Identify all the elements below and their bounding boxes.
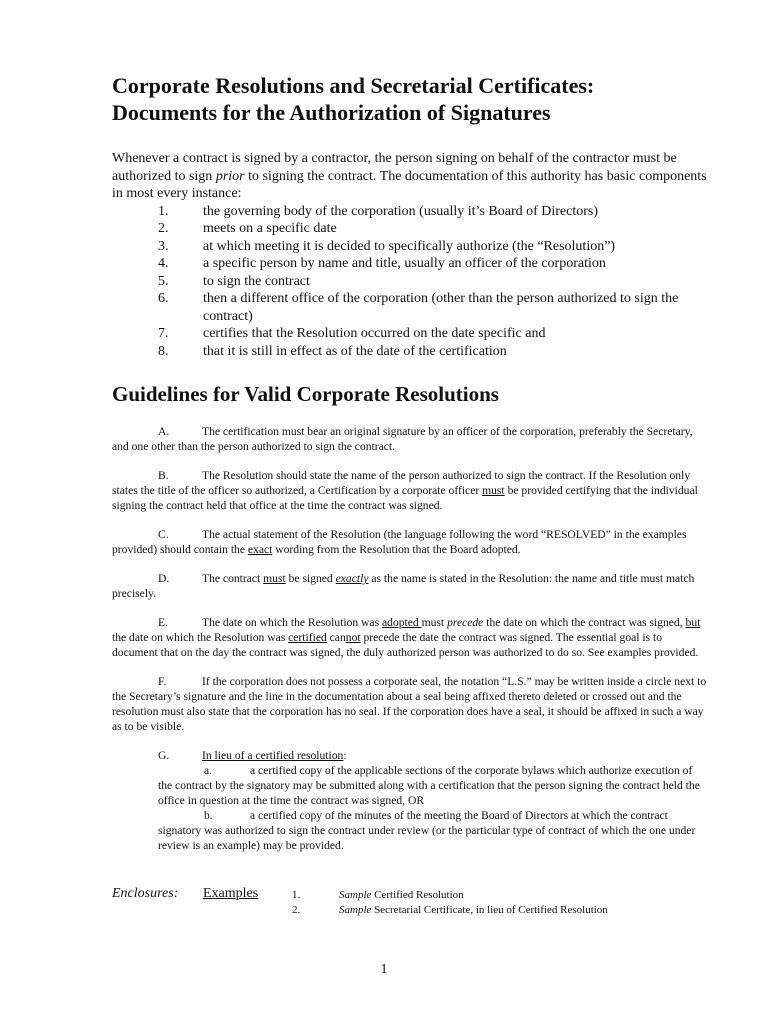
page-title bbox=[112, 72, 712, 126]
guideline-a bbox=[112, 424, 708, 454]
option-text: a certified copy of the applicable sections of the corporate bylaws which authorize execution of the contract by the signatory may be submitted along with a certification that the person signing the contract held the office in question at the time the contract was signed, OR bbox=[158, 764, 700, 807]
list-item bbox=[112, 325, 712, 343]
emphasis-must: must bbox=[482, 484, 505, 497]
list-item-number: 6. bbox=[158, 291, 169, 306]
intro-text-b: to signing the contract. The documentation of this authority has basic components in most every instance: bbox=[112, 168, 707, 201]
enclosure-list bbox=[292, 888, 608, 918]
emphasis-exact: exact bbox=[247, 543, 273, 556]
guideline-letter: F. bbox=[158, 675, 167, 688]
enclosure-item bbox=[292, 903, 608, 918]
emphasis-not: not bbox=[345, 631, 361, 644]
guideline-f bbox=[112, 674, 708, 734]
guidelines-heading: Guidelines for Valid Corporate Resolutions bbox=[112, 382, 499, 406]
guideline-text: The date on which the Resolution was bbox=[202, 616, 382, 629]
list-item-number: 3. bbox=[158, 238, 169, 254]
list-item-number: 2. bbox=[158, 221, 169, 236]
enclosures-label: Enclosures: bbox=[112, 886, 179, 901]
requirements-list bbox=[112, 203, 712, 361]
guideline-letter: D. bbox=[158, 572, 170, 585]
enclosure-number: 2. bbox=[292, 904, 301, 916]
intro-section bbox=[112, 150, 712, 360]
enclosure-number: 1. bbox=[292, 889, 301, 901]
guideline-text: The actual statement of the Resolution (the language following the word “RESOLVED” in the examples provided) should contain the bbox=[112, 528, 687, 556]
guideline-text: must bbox=[421, 616, 448, 629]
emphasis-adopted: adopted bbox=[382, 616, 422, 629]
guideline-d bbox=[112, 571, 708, 601]
guideline-text: The certification must bear an original signature by an officer of the corporation, preferably the Secretary, and one other than the person authorized to sign the contract. bbox=[112, 425, 693, 453]
guideline-text: be signed bbox=[285, 572, 336, 585]
list-item-number: 1. bbox=[158, 203, 169, 219]
guideline-text: the date on which the Resolution was bbox=[112, 631, 289, 644]
guideline-text: The Resolution should state the name of the person authorized to sign the contract. If the Resolution only states the title of the officer so authorized, a Certification by a corporate officer bbox=[112, 469, 691, 497]
list-item-text: at which meeting it is decided to specifically authorize (the “Resolution”) bbox=[203, 238, 616, 254]
guideline-letter: E. bbox=[158, 616, 168, 629]
list-item-text: certifies that the Resolution occurred on the date specific and bbox=[203, 326, 546, 341]
enclosure-text: Certified Resolution bbox=[371, 889, 464, 901]
guideline-text: The contract bbox=[202, 572, 264, 585]
title-line-2: Documents for the Authorization of Signatures bbox=[112, 100, 551, 125]
guideline-g-colon: : bbox=[343, 749, 347, 762]
list-item-text: a specific person by name and title, usually an officer of the corporation bbox=[203, 256, 606, 271]
guideline-g bbox=[112, 748, 708, 853]
list-item bbox=[112, 238, 712, 256]
list-item-number: 7. bbox=[158, 326, 169, 341]
option-letter: a. bbox=[204, 764, 213, 777]
emphasis-precede: precede bbox=[447, 616, 484, 629]
emphasis-but: but bbox=[685, 616, 701, 629]
intro-text-a: Whenever a contract is signed by a contractor, the person signing on behalf of the contractor must be authorized to sign bbox=[112, 151, 677, 184]
enclosure-sample: Sample bbox=[339, 904, 372, 916]
guidelines-section bbox=[112, 424, 708, 867]
guideline-g-option-a bbox=[158, 763, 708, 808]
list-item bbox=[112, 255, 712, 273]
guideline-e bbox=[112, 615, 708, 660]
emphasis-exactly: exactly bbox=[335, 572, 369, 585]
enclosure-item bbox=[292, 888, 608, 903]
guideline-letter: C. bbox=[158, 528, 169, 541]
guideline-g-title: In lieu of a certified resolution bbox=[202, 749, 344, 762]
guideline-text: as the name is stated in the Resolution: the name and title must match precisely. bbox=[112, 572, 695, 600]
list-item-text: meets on a specific date bbox=[203, 221, 337, 236]
guideline-text: wording from the Resolution that the Board adopted. bbox=[272, 543, 521, 556]
guideline-g-option-b bbox=[158, 808, 708, 853]
guideline-text: the date on which the contract was signed, bbox=[483, 616, 686, 629]
examples-label: Examples bbox=[203, 886, 259, 901]
list-item bbox=[112, 273, 712, 291]
page-number: 1 bbox=[380, 962, 388, 977]
enclosure-text: Secretarial Certificate, in lieu of Certified Resolution bbox=[371, 904, 608, 916]
list-item bbox=[112, 220, 712, 238]
guideline-text: be provided certifying that the individual signing the contract held that office at the time the contract was signed. bbox=[112, 484, 698, 512]
list-item-number: 4. bbox=[158, 256, 169, 271]
list-item bbox=[112, 203, 712, 221]
guideline-letter: A. bbox=[158, 425, 170, 438]
intro-text-prior: prior bbox=[215, 168, 245, 184]
list-item-text: that it is still in effect as of the date of the certification bbox=[203, 343, 507, 359]
list-item-text: then a different office of the corporation (other than the person authorized to sign the contract) bbox=[203, 291, 679, 324]
enclosure-sample: Sample bbox=[339, 889, 372, 901]
option-text: a certified copy of the minutes of the meeting the Board of Directors at which the contract signatory was authorized to sign the contract under review (or the particular type of contract of which the one under review is an example) may be provided. bbox=[158, 809, 696, 852]
guideline-text: can bbox=[326, 631, 346, 644]
option-letter: b. bbox=[204, 809, 213, 822]
guideline-text: If the corporation does not possess a corporate seal, the notation “L.S.” may be written inside a circle next to the Secretary’s signature and the line in the documentation about a seal being affixed thereto deleted or crossed out and the resolution must also state that the corporation has no seal. If the corporation does have a seal, it should be affixed in such a way as to be visible. bbox=[112, 675, 707, 733]
list-item-number: 8. bbox=[158, 343, 169, 359]
title-line-1: Corporate Resolutions and Secretarial Certificates: bbox=[112, 73, 595, 98]
list-item bbox=[112, 290, 712, 325]
emphasis-must: must bbox=[263, 572, 286, 585]
guideline-text: precede the date the contract was signed. The essential goal is to document that on the day the contract was signed, the duly authorized person was authorized to do so. See examples provided. bbox=[112, 631, 699, 659]
list-item bbox=[112, 343, 712, 361]
list-item-text: the governing body of the corporation (usually it’s Board of Directors) bbox=[203, 203, 599, 219]
intro-paragraph bbox=[112, 150, 712, 203]
emphasis-certified: certified bbox=[288, 631, 327, 644]
list-item-number: 5. bbox=[158, 273, 169, 289]
guideline-c bbox=[112, 527, 708, 557]
list-item-text: to sign the contract bbox=[203, 273, 310, 289]
guideline-letter: B. bbox=[158, 469, 169, 482]
guideline-letter: G. bbox=[158, 749, 170, 762]
guideline-b bbox=[112, 468, 708, 513]
guideline-g-heading bbox=[112, 748, 708, 763]
